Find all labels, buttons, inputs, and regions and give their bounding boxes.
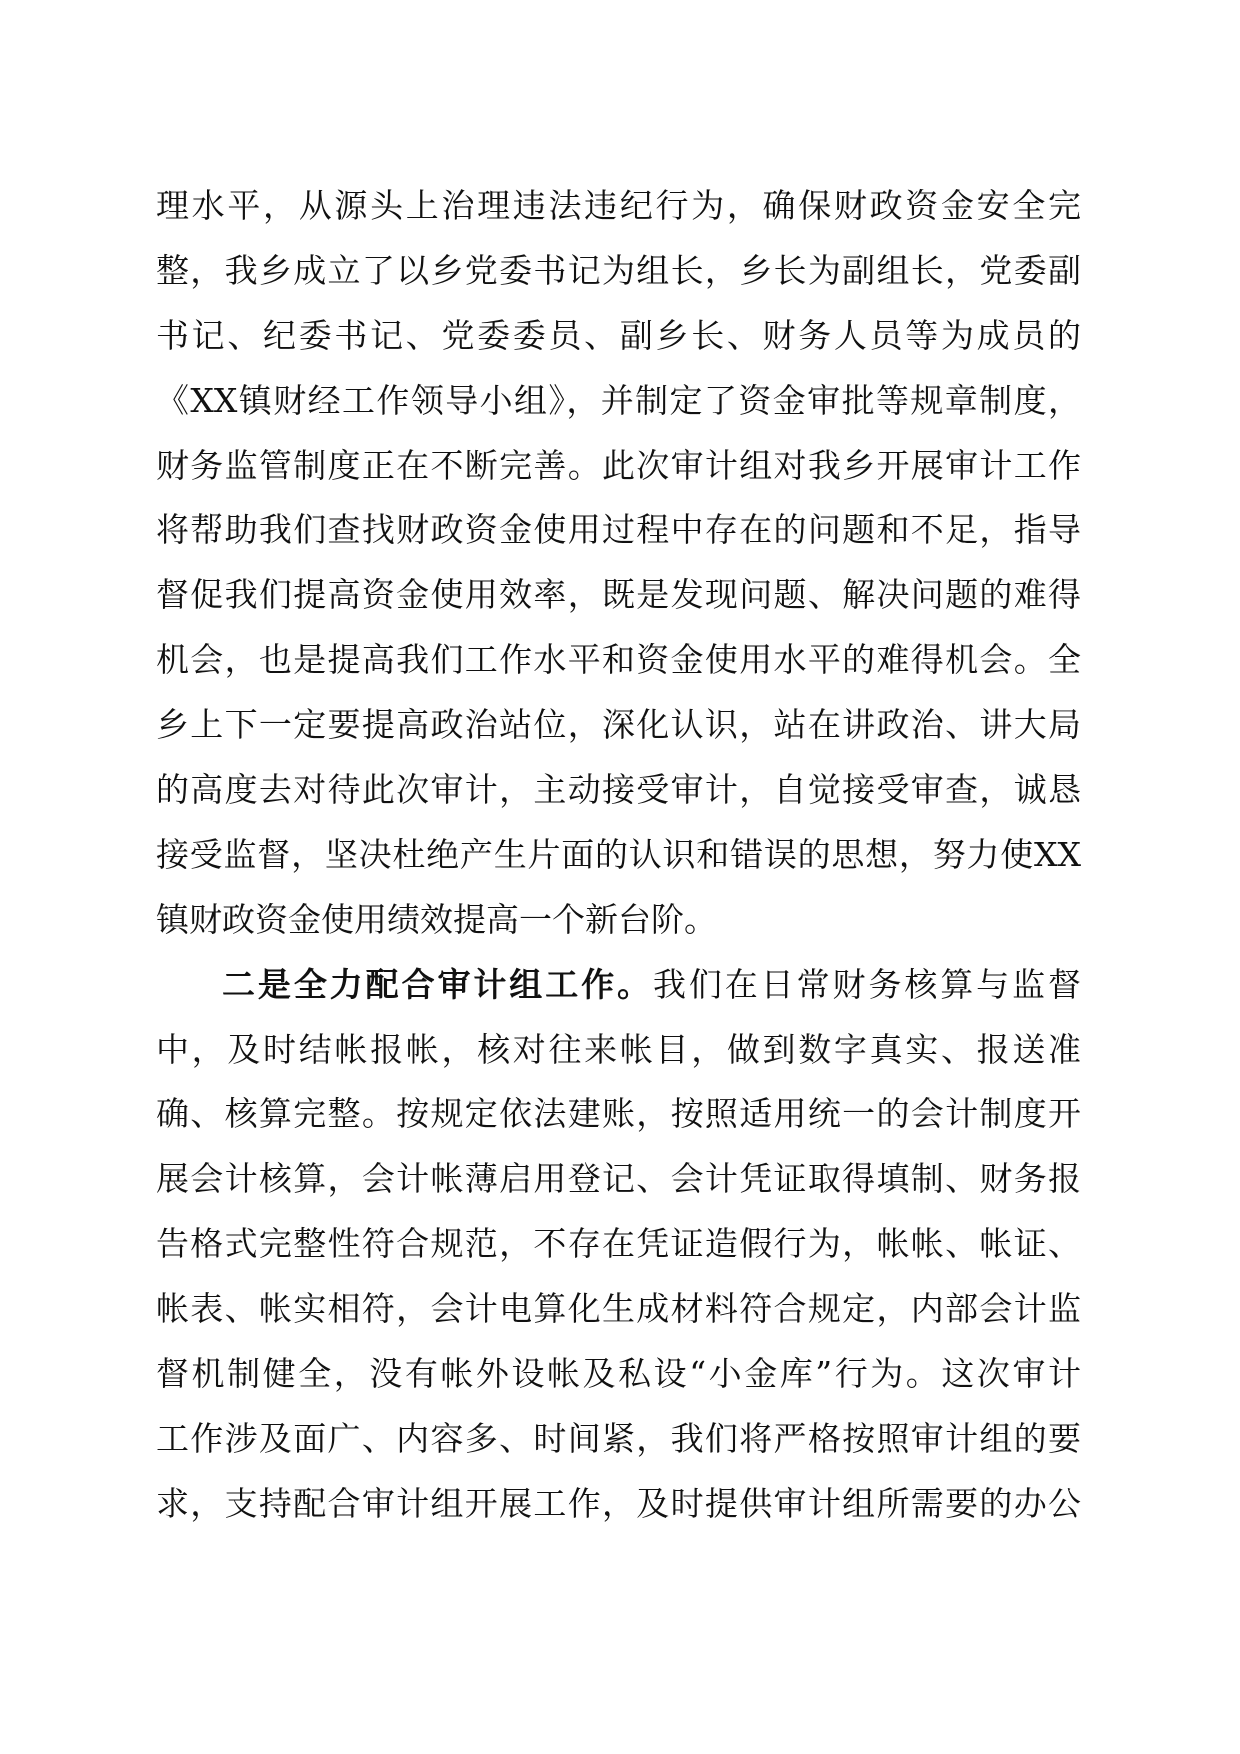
text-line: 求，支持配合审计组开展工作，及时提供审计组所需要的办公: [156, 1483, 1081, 1523]
text-line: 的高度去对待此次审计，主动接受审计，自觉接受审查，诚恳: [156, 770, 1081, 810]
text-line: 乡上下一定要提高政治站位，深化认识，站在讲政治、讲大局: [156, 705, 1081, 745]
text-line: 书记、纪委书记、党委委员、副乡长、财务人员等为成员的: [156, 315, 1081, 355]
paragraph-2-first-line: [156, 964, 1081, 1029]
text-line: 告格式完整性符合规范，不存在凭证造假行为，帐帐、帐证、: [156, 1224, 1081, 1264]
text-run: 我们在日常财务核算与监督: [652, 964, 1082, 1004]
text-line: 帐表、帐实相符，会计电算化生成材料符合规定，内部会计监: [156, 1289, 1081, 1329]
text-line: 展会计核算，会计帐薄启用登记、会计凭证取得填制、财务报: [156, 1159, 1081, 1199]
text-line: 理水平，从源头上治理违法违纪行为，确保财政资金安全完: [156, 186, 1081, 225]
text-line: 财务监管制度正在不断完善。此次审计组对我乡开展审计工作: [156, 445, 1081, 485]
text-line: 接受监督，坚决杜绝产生片面的认识和错误的思想，努力使XX: [156, 834, 1081, 874]
text-line: 将帮助我们查找财政资金使用过程中存在的问题和不足，指导: [156, 510, 1081, 550]
paragraph-1: [156, 185, 1081, 964]
paragraph-heading: 二是全力配合审计组工作。: [222, 964, 653, 1004]
text-line: 整，我乡成立了以乡党委书记为组长，乡长为副组长，党委副: [156, 250, 1081, 290]
text-line: 镇财政资金使用绩效提高一个新台阶。: [156, 899, 717, 939]
text-line: 工作涉及面广、内容多、时间紧，我们将严格按照审计组的要: [156, 1418, 1081, 1458]
body-text: [156, 185, 1081, 1548]
text-line: 确、核算完整。按规定依法建账，按照适用统一的会计制度开: [156, 1094, 1081, 1134]
text-line: 督机制健全，没有帐外设帐及私设“小金库”行为。这次审计: [156, 1354, 1081, 1394]
paragraph-2: [156, 964, 1081, 1548]
text-line: 中，及时结帐报帐，核对往来帐目，做到数字真实、报送准: [156, 1029, 1081, 1069]
text-line: 《XX镇财经工作领导小组》，并制定了资金审批等规章制度，: [156, 380, 1081, 420]
text-line: 督促我们提高资金使用效率，既是发现问题、解决问题的难得: [156, 575, 1081, 615]
text-line: 机会，也是提高我们工作水平和资金使用水平的难得机会。全: [156, 640, 1081, 680]
